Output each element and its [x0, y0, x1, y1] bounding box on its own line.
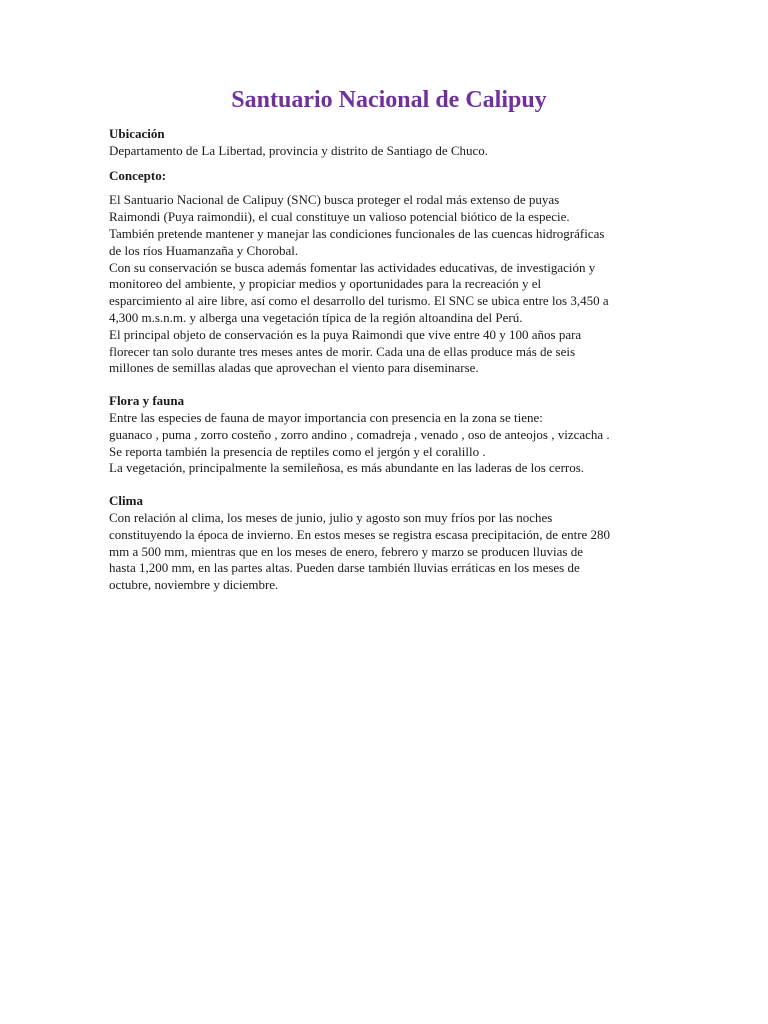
- section-heading-concepto: Concepto:: [109, 167, 167, 183]
- text-line: El Santuario Nacional de Calipuy (SNC) busca proteger el rodal más extenso de puyas: [109, 192, 560, 208]
- section-clima: [109, 493, 669, 594]
- text-line: constituyendo la época de invierno. En estos meses se registra escasa precipitación, de entre 280: [109, 526, 611, 542]
- text-line: mm a 500 mm, mientras que en los meses de enero, febrero y marzo se producen lluvias de: [109, 543, 583, 559]
- text-line: Entre las especies de fauna de mayor importancia con presencia en la zona se tiene:: [109, 409, 543, 425]
- text-line: de los ríos Huamanzaña y Chorobal.: [109, 242, 299, 258]
- text-line: esparcimiento al aire libre, así como el desarrollo del turismo. El SNC se ubica entre los 3,450 a: [109, 293, 609, 309]
- section-heading-flora-fauna: Flora y fauna: [109, 393, 185, 409]
- concepto-body: [109, 192, 669, 377]
- text-line: El principal objeto de conservación es la puya Raimondi que vive entre 40 y 100 años para: [109, 326, 582, 342]
- section-flora-fauna: [109, 393, 669, 477]
- text-line: Con relación al clima, los meses de junio, julio y agosto son muy fríos por las noches: [109, 509, 553, 525]
- document-title: Santuario Nacional de Calipuy: [231, 87, 547, 113]
- text-line: Se reporta también la presencia de reptiles como el jergón y el coralillo .: [109, 443, 486, 459]
- section-heading-clima: Clima: [109, 493, 143, 509]
- text-line: Con su conservación se busca además fomentar las actividades educativas, de investigación y: [109, 259, 596, 275]
- text-line: También pretende mantener y manejar las condiciones funcionales de las cuencas hidrográficas: [109, 225, 605, 241]
- text-line: La vegetación, principalmente la semileñosa, es más abundante en las laderas de los cerros.: [109, 460, 585, 476]
- text-line: 4,300 m.s.n.m. y alberga una vegetación típica de la región altoandina del Perú.: [109, 309, 523, 325]
- text-line: monitoreo del ambiente, y propiciar medios y oportunidades para la recreación y el: [109, 276, 542, 292]
- section-heading-ubicacion: Ubicación: [109, 126, 165, 141]
- text-line: millones de semillas aladas que aprovechan el viento para diseminarse.: [109, 360, 479, 376]
- flora-body: [109, 410, 669, 477]
- text-line: octubre, noviembre y diciembre.: [109, 577, 279, 593]
- section-concepto: [109, 168, 669, 378]
- ubicacion-text: Departamento de La Libertad, provincia y distrito de Santiago de Chuco.: [109, 142, 489, 158]
- text-line: guanaco , puma , zorro costeño , zorro andino , comadreja , venado , oso de anteojos , vizcacha .: [109, 426, 610, 442]
- clima-body: [109, 510, 669, 594]
- document-page: [109, 84, 669, 594]
- text-line: Raimondi (Puya raimondii), el cual constituye un valioso potencial biótico de la especie.: [109, 209, 570, 225]
- text-line: hasta 1,200 mm, en las partes altas. Pueden darse también lluvias erráticas en los meses de: [109, 560, 580, 576]
- text-line: florecer tan solo durante tres meses antes de morir. Cada una de ellas produce más de seis: [109, 343, 576, 359]
- section-ubicacion: [109, 126, 669, 160]
